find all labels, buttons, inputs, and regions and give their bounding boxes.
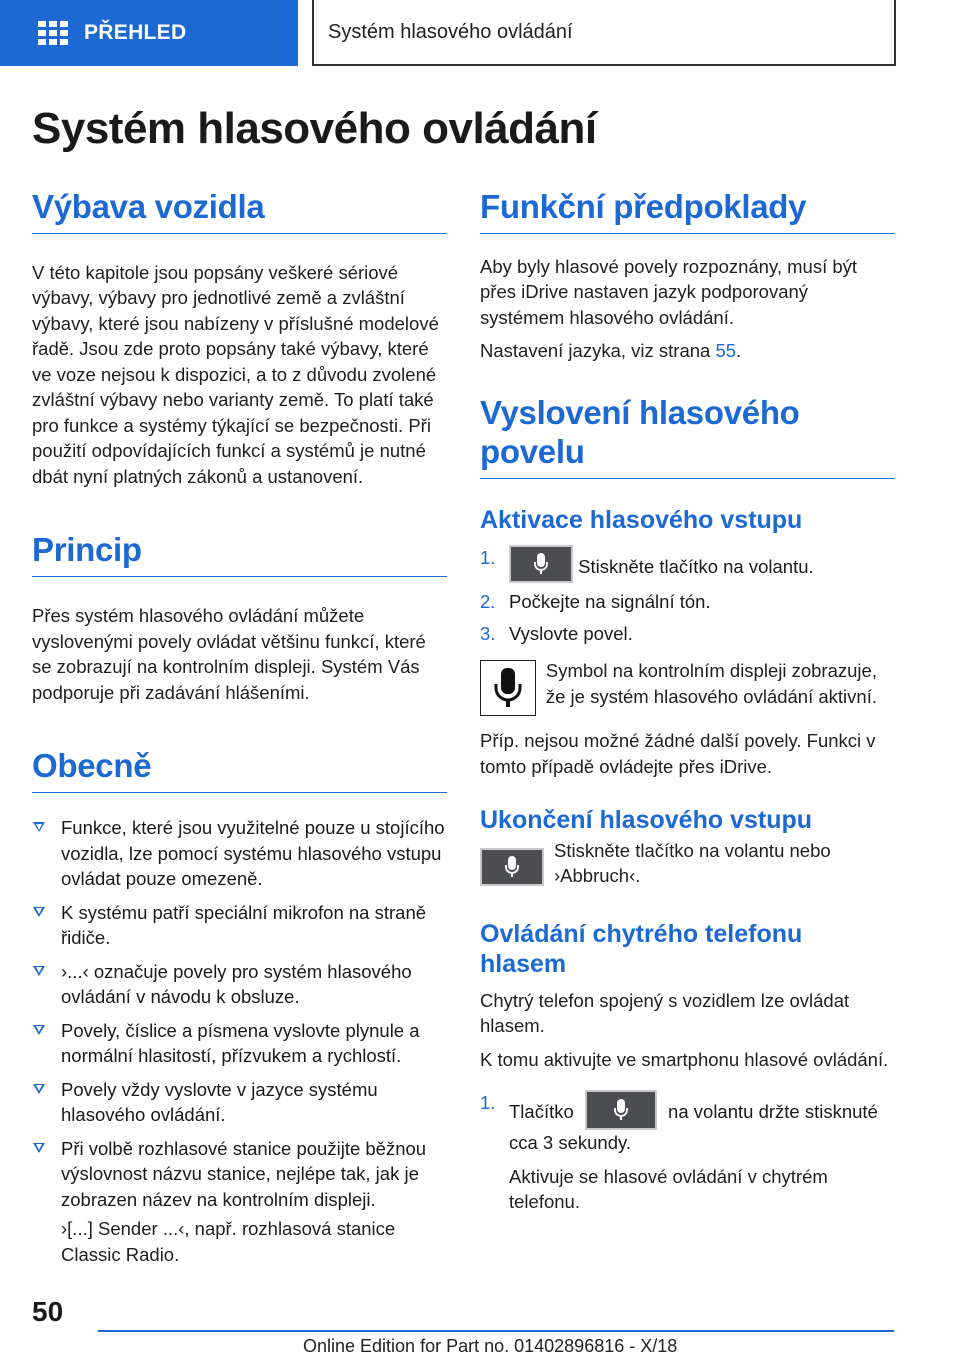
prip-text: Příp. nejsou možné žádné další povely. Funkci v tomto případě ovládejte přes iDrive. bbox=[480, 730, 876, 777]
page-title: Systém hlasového ovládání bbox=[32, 104, 597, 153]
microphone-icon bbox=[494, 668, 522, 708]
obecne-list bbox=[32, 815, 447, 1212]
heading-funkcni: Funkční předpoklady bbox=[480, 188, 895, 234]
list-item: Povely, číslice a písmena vyslovte plynule a normální hlasitostí, přízvukem a rychlostí. bbox=[32, 1018, 447, 1069]
ovladani-text-1: Chytrý telefon spojený s vozidlem lze ovládat hlasem. bbox=[480, 989, 850, 1037]
triangle-bullet-icon bbox=[33, 966, 45, 976]
triangle-bullet-icon bbox=[33, 1143, 45, 1153]
symbol-row bbox=[480, 660, 895, 716]
princip-text: Přes systém hlasového ovládání můžete vyslovenými povely ovládat většinu funkcí, které se zobrazují na kontrolním displeji. Systém Vás podporuje při zadávání hlášeními. bbox=[32, 605, 426, 703]
mic-symbol-icon bbox=[480, 660, 536, 716]
phone-step: 1. Tlačítko na volantu držte stisknuté cca 3 sekundy. Aktivuje se hlasové ovládání v chytrém telefonu. bbox=[480, 1090, 895, 1215]
page-number: 50 bbox=[32, 1296, 64, 1327]
step-item: 1. Stiskněte tlačítko na volantu. bbox=[480, 545, 895, 583]
microphone-icon bbox=[614, 1099, 628, 1121]
funkcni-text: Aby byly hlasové povely rozpoznány, musí být přes iDrive nastaven jazyk podporovaný systémem hlasového ovládání. bbox=[480, 255, 858, 328]
vybava-text: V této kapitole jsou popsány veškeré sériové výbavy, výbavy pro jednotlivé země a zvláštní výbavy, které jsou nabízeny v příslušné modelové řadě. Jsou zde proto popsány také výbavy, které ve voze nejsou k dispozici, a to z důvodu zvolené zvláštní výbavy nebo varianty země. To platí také pro funkce a systémy týkající se bezpečnosti. Při použití odpovídajících funkcí a systémů je nutné dbát nyní platných zákonů a ustanovení. bbox=[32, 261, 439, 487]
step-item: 2. Počkejte na signální tón. bbox=[480, 591, 711, 613]
triangle-bullet-icon bbox=[33, 1084, 45, 1094]
list-item: K systému patří speciální mikrofon na straně řidiče. bbox=[32, 900, 447, 951]
nastaveni-text: Nastavení jazyka, viz strana 55. bbox=[480, 340, 742, 362]
symbol-text: Symbol na kontrolním displeji zobrazuje, že je systém hlasového ovládání aktivní. bbox=[545, 660, 877, 707]
grid-icon bbox=[38, 21, 68, 45]
heading-aktivace: Aktivace hlasového vstupu bbox=[480, 505, 803, 534]
ovladani-text-2: K tomu aktivujte ve smartphonu hlasové ovládání. bbox=[480, 1048, 889, 1070]
heading-ovladani: Ovládání chytrého telefonu hlasem bbox=[480, 919, 803, 979]
page-link-55[interactable]: 55 bbox=[715, 340, 737, 362]
list-item: Při volbě rozhlasové stanice použijte běžnou výslovnost názvu stanice, nejlépe tak, jak je zobrazen název na kontrolním displeji. bbox=[32, 1136, 447, 1213]
aktivace-steps bbox=[480, 545, 895, 646]
list-item: Funkce, které jsou využitelné pouze u stojícího vozidla, lze pomocí systému hlasového vstupu ovládat pouze omezeně. bbox=[32, 815, 447, 892]
footer-edition: Online Edition for Part no. 01402896816 - X/18 bbox=[303, 1336, 678, 1356]
microphone-icon bbox=[505, 856, 519, 878]
tab-overview[interactable] bbox=[0, 0, 298, 66]
ukonceni-text: Stiskněte tlačítko na volantu nebo ›Abbruch‹. bbox=[554, 839, 831, 887]
mic-button-icon bbox=[509, 545, 573, 583]
step-item: 3. Vyslovte povel. bbox=[480, 622, 633, 644]
footer-divider bbox=[98, 1330, 894, 1332]
ukonceni-row bbox=[480, 839, 895, 889]
triangle-bullet-icon bbox=[33, 1025, 45, 1035]
heading-princip: Princip bbox=[32, 531, 447, 577]
tab-section-label: Systém hlasového ovládání bbox=[328, 20, 573, 43]
list-item: Povely vždy vyslovte v jazyce systému hlasového ovládání. bbox=[32, 1077, 447, 1128]
right-column bbox=[480, 188, 895, 1215]
triangle-bullet-icon bbox=[33, 822, 45, 832]
heading-vybava: Výbava vozidla bbox=[32, 188, 447, 234]
heading-obecne: Obecně bbox=[32, 747, 447, 793]
mic-button-icon bbox=[480, 848, 544, 886]
tab-overview-label: PŘEHLED bbox=[84, 21, 187, 44]
left-column bbox=[32, 188, 447, 1267]
mic-button-icon bbox=[585, 1090, 657, 1130]
heading-ukonceni: Ukončení hlasového vstupu bbox=[480, 806, 813, 835]
triangle-bullet-icon bbox=[33, 907, 45, 917]
heading-vysloveni: Vyslovení hlasového povelu bbox=[480, 394, 895, 479]
bullet-extra-text: ›[...] Sender ...‹, např. rozhlasová stanice Classic Radio. bbox=[61, 1218, 396, 1265]
phone-step-extra: Aktivuje se hlasové ovládání v chytrém telefonu. bbox=[509, 1165, 828, 1213]
microphone-icon bbox=[534, 553, 548, 575]
list-item: ›...‹ označuje povely pro systém hlasového ovládání v návodu k obsluze. bbox=[32, 959, 447, 1010]
tab-current-section[interactable] bbox=[312, 0, 896, 66]
